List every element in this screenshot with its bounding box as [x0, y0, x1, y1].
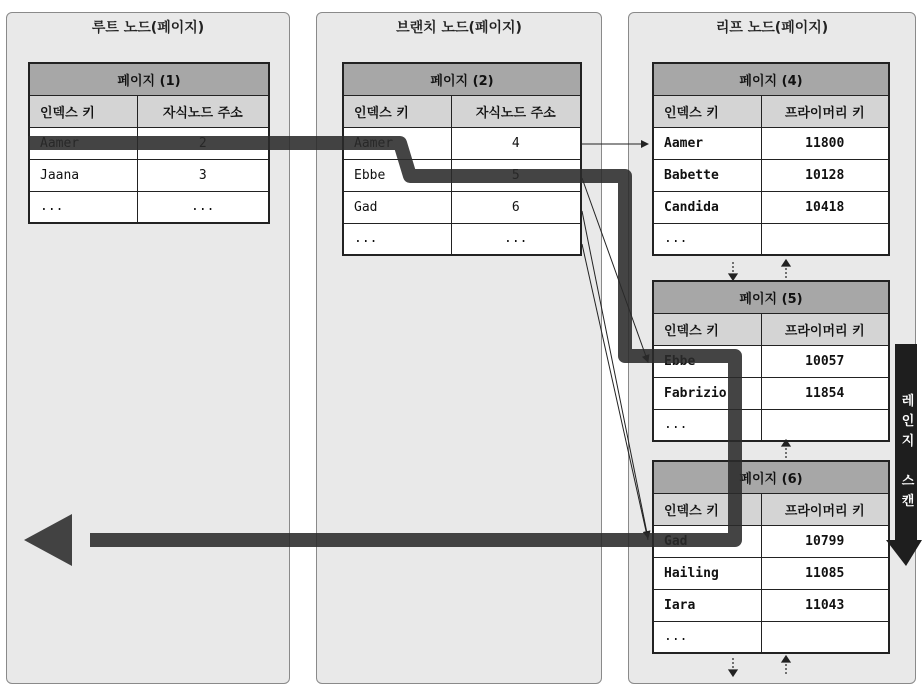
scan-path-arrowhead	[24, 514, 72, 566]
child-address-cell: ...	[451, 223, 581, 255]
page-6-col-index-key: 인덱스 키	[653, 493, 761, 525]
branch-node-title: 브랜치 노드(페이지)	[396, 20, 522, 36]
page-2-title: 페이지 (2)	[343, 63, 581, 95]
page-1-col-child-address: 자식노드 주소	[137, 95, 269, 127]
child-address-cell: 4	[451, 127, 581, 159]
index-key-cell: Fabrizio	[653, 377, 761, 409]
page-2-col-child-address: 자식노드 주소	[451, 95, 581, 127]
scan-path	[28, 143, 735, 540]
index-key-cell: Ebbe	[653, 345, 761, 377]
pointer-arrow	[582, 211, 648, 538]
child-address-cell: 6	[451, 191, 581, 223]
index-key-cell: Aamer	[29, 127, 137, 159]
primary-key-cell: 10057	[761, 345, 889, 377]
index-key-cell: Candida	[653, 191, 761, 223]
child-address-cell: 2	[137, 127, 269, 159]
range-scan-arrowhead	[886, 540, 922, 566]
index-key-cell: Hailing	[653, 557, 761, 589]
index-key-cell: Jaana	[29, 159, 137, 191]
pointer-arrow	[582, 178, 648, 362]
index-key-cell: Babette	[653, 159, 761, 191]
index-key-cell: Aamer	[343, 127, 451, 159]
page-2-col-index-key: 인덱스 키	[343, 95, 451, 127]
page-6-title: 페이지 (6)	[653, 461, 889, 493]
primary-key-cell: 11085	[761, 557, 889, 589]
page-6-col-primary-key: 프라이머리 키	[761, 493, 889, 525]
index-key-cell: Iara	[653, 589, 761, 621]
primary-key-cell: 11800	[761, 127, 889, 159]
page-4-title: 페이지 (4)	[653, 63, 889, 95]
leaf-node-title: 리프 노드(페이지)	[715, 20, 829, 36]
index-key-cell: ...	[653, 409, 761, 441]
index-key-cell: Gad	[653, 525, 761, 557]
root-node-title: 루트 노드(페이지)	[91, 20, 205, 36]
index-key-cell: Aamer	[653, 127, 761, 159]
index-key-cell: ...	[29, 191, 137, 223]
page-5-col-index-key: 인덱스 키	[653, 313, 761, 345]
primary-key-cell: 11043	[761, 589, 889, 621]
index-key-cell: Ebbe	[343, 159, 451, 191]
page-1-col-index-key: 인덱스 키	[29, 95, 137, 127]
page-5-col-primary-key: 프라이머리 키	[761, 313, 889, 345]
primary-key-cell: 10799	[761, 525, 889, 557]
page-4-col-index-key: 인덱스 키	[653, 95, 761, 127]
index-key-cell: ...	[653, 223, 761, 255]
primary-key-cell: 10128	[761, 159, 889, 191]
page-4-col-primary-key: 프라이머리 키	[761, 95, 889, 127]
index-key-cell: ...	[653, 621, 761, 653]
child-address-cell: 3	[137, 159, 269, 191]
child-address-cell: 5	[451, 159, 581, 191]
page-5-title: 페이지 (5)	[653, 281, 889, 313]
range-scan-label: 레 인 지 스 캔	[901, 394, 915, 509]
index-key-cell: Gad	[343, 191, 451, 223]
pointer-arrow	[582, 244, 648, 540]
primary-key-cell: 10418	[761, 191, 889, 223]
page-1-title: 페이지 (1)	[29, 63, 269, 95]
child-address-cell: ...	[137, 191, 269, 223]
primary-key-cell: 11854	[761, 377, 889, 409]
index-key-cell: ...	[343, 223, 451, 255]
